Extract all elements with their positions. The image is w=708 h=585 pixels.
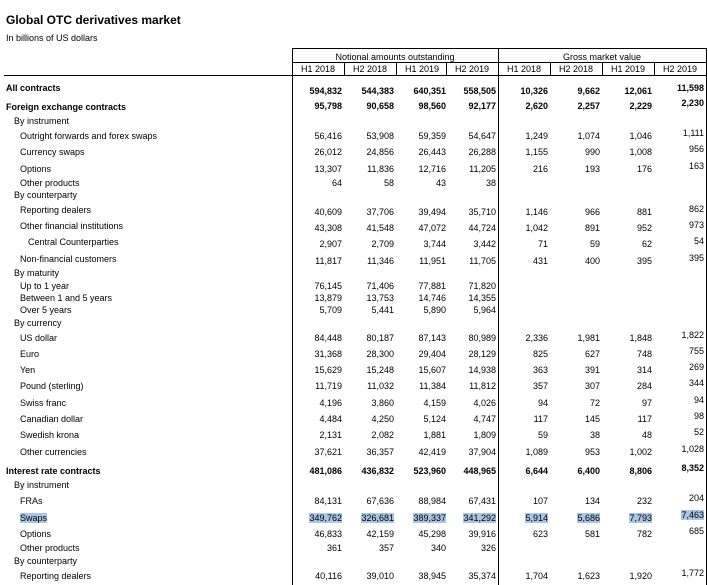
table-cell: 4,026 [473,398,496,408]
page-subtitle: In billions of US dollars [6,33,98,43]
table-cell: 952 [636,223,652,233]
table-cell: 5,686 [577,513,600,523]
table-cell: 204 [688,493,704,503]
table-cell: 391 [584,365,600,375]
table-cell: 5,124 [423,414,446,424]
table-cell: 58 [383,178,394,188]
table-cell: 12,061 [624,86,652,96]
table-cell: 5,441 [371,305,394,315]
period-divider [446,62,447,75]
table-cell: 38,945 [418,571,446,581]
row-label: Swedish krona [20,430,80,440]
table-cell: 193 [584,164,600,174]
row-label: Euro [20,349,40,359]
row-label: By counterparty [14,556,78,566]
table-cell: 72 [589,398,600,408]
table-cell: 53,908 [366,131,394,141]
table-cell: 38 [589,430,600,440]
table-cell: 216 [532,164,548,174]
table-cell: 431 [532,256,548,266]
table-cell: 163 [688,161,704,171]
table-cell: 2,257 [577,101,600,111]
table-cell: 5,709 [319,305,342,315]
table-cell: 37,621 [314,447,342,457]
table-cell: 64 [331,178,342,188]
row-label: Other financial institutions [20,221,124,231]
table-cell: 1,623 [577,571,600,581]
period-header: H2 2019 [662,64,698,74]
period-divider [550,62,551,75]
table-cell: 1,848 [629,333,652,343]
table-cell: 15,248 [366,365,394,375]
row-label: Interest rate contracts [6,466,101,476]
table-cell: 10,326 [520,86,548,96]
table-cell: 891 [584,223,600,233]
table-cell: 4,250 [371,414,394,424]
table-cell: 117 [637,414,652,424]
table-cell: 38 [485,178,496,188]
table-cell: 594,832 [309,86,342,96]
table-cell: 14,938 [468,365,496,375]
table-cell: 11,598 [676,83,704,93]
table-cell: 13,879 [314,293,342,303]
table-cell: 59,359 [418,131,446,141]
table-cell: 117 [533,414,548,424]
table-cell: 1,028 [681,444,704,454]
table-cell: 43 [435,178,446,188]
table-cell: 6,400 [577,466,600,476]
row-label: Currency swaps [20,147,85,157]
table-cell: 88,984 [418,496,446,506]
period-header: H1 2019 [610,64,646,74]
period-header: H2 2019 [454,64,490,74]
table-cell: 59 [537,430,548,440]
table-cell: 94 [693,395,704,405]
table-cell: 2,229 [629,101,652,111]
table-cell: 344 [688,378,704,388]
table-cell: 43,308 [314,223,342,233]
table-cell: 84,131 [314,496,342,506]
row-label: Swaps [20,513,48,523]
table-cell: 4,484 [319,414,342,424]
table-cell: 36,357 [366,447,394,457]
table-cell: 26,012 [314,147,342,157]
table-cell: 307 [584,381,600,391]
table-cell: 11,836 [367,164,394,174]
table-cell: 340 [430,543,446,553]
table-cell: 11,951 [419,256,446,266]
table-cell: 80,989 [468,333,496,343]
table-cell: 953 [584,447,600,457]
table-cell: 28,129 [468,349,496,359]
table-cell: 42,419 [418,447,446,457]
table-cell: 1,074 [577,131,600,141]
table-cell: 326,681 [361,513,394,523]
table-cell: 523,960 [413,466,446,476]
row-label: Reporting dealers [20,571,92,581]
row-label: Reporting dealers [20,205,92,215]
table-cell: 98,560 [418,101,446,111]
table-cell: 1,881 [423,430,446,440]
page-title: Global OTC derivatives market [6,13,181,27]
table-cell: 13,307 [314,164,342,174]
table-cell: 436,832 [361,466,394,476]
table-cell: 37,706 [366,207,394,217]
table-cell: 56,416 [314,131,342,141]
table-cell: 2,230 [681,98,704,108]
table-cell: 4,747 [473,414,496,424]
table-cell: 326 [480,543,496,553]
table-cell: 4,196 [319,398,342,408]
row-label: Non-financial customers [20,254,117,264]
table-cell: 782 [636,529,652,539]
table-cell: 640,351 [413,86,446,96]
period-header: H1 2019 [404,64,440,74]
table-cell: 1,042 [525,223,548,233]
row-label: By counterparty [14,190,78,200]
table-cell: 44,724 [468,223,496,233]
table-cell: 54 [693,236,704,246]
row-label: By instrument [14,116,70,126]
table-cell: 11,705 [469,256,496,266]
table-cell: 1,772 [681,568,704,578]
table-cell: 361 [326,543,342,553]
table-cell: 7,793 [629,513,652,523]
table-cell: 11,205 [469,164,496,174]
row-label: Canadian dollar [20,414,84,424]
period-divider [654,62,655,75]
table-cell: 46,833 [314,529,342,539]
table-cell: 15,607 [418,365,446,375]
table-cell: 26,443 [418,147,446,157]
table-cell: 481,086 [309,466,342,476]
table-cell: 4,159 [423,398,446,408]
table-cell: 341,292 [463,513,496,523]
period-header: H1 2018 [506,64,542,74]
table-cell: 42,159 [366,529,394,539]
table-cell: 232 [636,496,652,506]
table-cell: 6,644 [525,466,548,476]
table-cell: 80,187 [366,333,394,343]
table-cell: 2,131 [319,430,342,440]
table-cell: 862 [688,204,704,214]
table-cell: 1,920 [629,571,652,581]
table-cell: 28,300 [366,349,394,359]
table-cell: 134 [584,496,600,506]
row-label: By maturity [14,268,60,278]
table-cell: 363 [532,365,548,375]
table-cell: 48 [641,430,652,440]
table-cell: 12,716 [418,164,446,174]
table-cell: 14,746 [418,293,446,303]
period-header: H1 2018 [300,64,336,74]
table-cell: 59 [589,239,600,249]
table-cell: 3,860 [371,398,394,408]
table-cell: 26,288 [468,147,496,157]
table-cell: 2,336 [525,333,548,343]
table-cell: 544,383 [361,86,394,96]
table-cell: 71,820 [468,281,496,291]
table-cell: 1,981 [577,333,600,343]
table-cell: 145 [584,414,600,424]
table-cell: 990 [584,147,600,157]
table-cell: 395 [688,253,704,263]
group-header-gross: Gross market value [562,52,642,62]
table-cell: 94 [537,398,548,408]
table-cell: 62 [641,239,652,249]
header-bottom-rule [4,75,706,76]
table-cell: 35,374 [468,571,496,581]
table-cell: 92,177 [468,101,496,111]
table-cell: 748 [636,349,652,359]
table-cell: 45,298 [418,529,446,539]
table-cell: 11,384 [419,381,446,391]
table-cell: 77,881 [418,281,446,291]
table-cell: 11,719 [315,381,342,391]
table-cell: 71 [537,239,548,249]
table-cell: 284 [636,381,652,391]
table-cell: 1,809 [473,430,496,440]
table-cell: 67,636 [366,496,394,506]
table-cell: 5,914 [525,513,548,523]
table-cell: 1,089 [525,447,548,457]
table-cell: 389,337 [413,513,446,523]
row-label: Outright forwards and forex swaps [20,131,158,141]
table-cell: 1,002 [629,447,652,457]
table-cell: 11,817 [315,256,342,266]
header-top-rule [292,48,706,49]
table-cell: 269 [688,362,704,372]
table-cell: 14,355 [468,293,496,303]
table-cell: 39,916 [468,529,496,539]
table-cell: 685 [688,526,704,536]
table-cell: 107 [532,496,548,506]
table-cell: 5,890 [423,305,446,315]
row-label: By instrument [14,480,70,490]
table-cell: 95,798 [314,101,342,111]
table-cell: 15,629 [314,365,342,375]
table-cell: 87,143 [418,333,446,343]
table-cell: 825 [532,349,548,359]
row-label: Yen [20,365,36,375]
table-cell: 97 [641,398,652,408]
table-cell: 40,116 [315,571,342,581]
table-cell: 11,032 [367,381,394,391]
column-divider [292,48,293,585]
table-cell: 7,463 [681,510,704,520]
table-cell: 1,146 [525,207,548,217]
table-cell: 755 [688,346,704,356]
table-cell: 448,965 [463,466,496,476]
table-cell: 2,709 [371,239,394,249]
table-cell: 31,368 [314,349,342,359]
table-cell: 627 [584,349,600,359]
table-cell: 35,710 [468,207,496,217]
table-cell: 349,762 [309,513,342,523]
table-cell: 11,346 [367,256,394,266]
table-cell: 41,548 [366,223,394,233]
row-label: Over 5 years [20,305,72,315]
table-cell: 966 [584,207,600,217]
row-label: Options [20,529,52,539]
period-header: H2 2018 [352,64,388,74]
table-cell: 581 [584,529,600,539]
row-label: FRAs [20,496,43,506]
row-label: By currency [14,318,62,328]
column-divider [498,48,499,585]
table-cell: 8,352 [681,463,704,473]
table-cell: 39,010 [366,571,394,581]
table-cell: 11,812 [469,381,496,391]
table-cell: 54,647 [468,131,496,141]
row-label: Other currencies [20,447,87,457]
table-cell: 3,744 [423,239,446,249]
table-cell: 47,072 [418,223,446,233]
row-label: Up to 1 year [20,281,70,291]
table-cell: 13,753 [366,293,394,303]
table-cell: 98 [693,411,704,421]
table-cell: 40,609 [314,207,342,217]
row-label: Other products [20,178,80,188]
table-cell: 2,907 [319,239,342,249]
table-cell: 558,505 [463,86,496,96]
table-cell: 1,111 [682,128,704,138]
table-cell: 67,431 [468,496,496,506]
period-divider [396,62,397,75]
table-cell: 8,806 [629,466,652,476]
table-cell: 956 [688,144,704,154]
table-cell: 973 [688,220,704,230]
table-cell: 3,442 [473,239,496,249]
table-cell: 76,145 [314,281,342,291]
column-divider [706,48,707,585]
table-cell: 1,046 [629,131,652,141]
period-divider [344,62,345,75]
group-header-notional: Notional amounts outstanding [335,52,455,62]
row-label: Options [20,164,52,174]
table-cell: 1,155 [525,147,548,157]
row-label: Swiss franc [20,398,67,408]
table-cell: 623 [532,529,548,539]
period-header: H2 2018 [558,64,594,74]
table-cell: 1,704 [525,571,548,581]
table-cell: 1,008 [629,147,652,157]
table-cell: 314 [636,365,652,375]
table-cell: 1,822 [681,330,704,340]
table-cell: 176 [636,164,652,174]
row-label: All contracts [6,83,61,93]
row-label: US dollar [20,333,58,343]
table-cell: 1,249 [525,131,548,141]
table-cell: 357 [532,381,548,391]
table-cell: 5,964 [473,305,496,315]
table-cell: 52 [693,427,704,437]
table-cell: 357 [378,543,394,553]
table-cell: 2,082 [371,430,394,440]
row-label: Other products [20,543,80,553]
row-label: Pound (sterling) [20,381,84,391]
table-cell: 84,448 [314,333,342,343]
table-cell: 39,494 [418,207,446,217]
period-divider [602,62,603,75]
table-cell: 9,662 [577,86,600,96]
table-cell: 395 [636,256,652,266]
table-cell: 37,904 [468,447,496,457]
table-cell: 881 [636,207,652,217]
table-cell: 400 [584,256,600,266]
row-label: Central Counterparties [28,237,119,247]
table-cell: 71,406 [366,281,394,291]
table-cell: 2,620 [525,101,548,111]
table-cell: 29,404 [418,349,446,359]
table-cell: 90,658 [366,101,394,111]
header-mid-rule [292,62,706,63]
row-label: Between 1 and 5 years [20,293,113,303]
row-label: Foreign exchange contracts [6,102,127,112]
table-cell: 24,856 [366,147,394,157]
